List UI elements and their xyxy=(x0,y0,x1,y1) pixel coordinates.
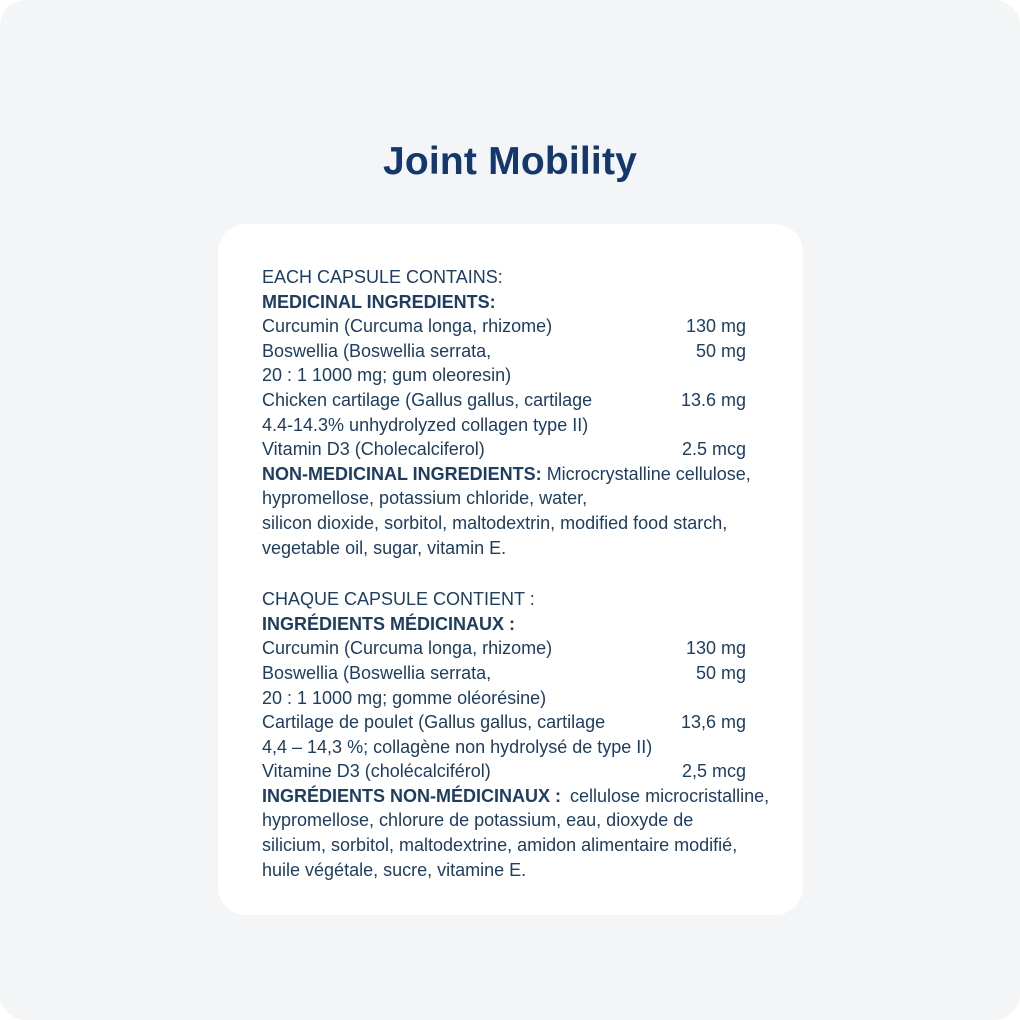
en-medicinal-heading: MEDICINAL INGREDIENTS: xyxy=(262,291,496,312)
ingredient-amount: 50 mg xyxy=(695,662,746,683)
ingredient-name: 4,4 – 14,3 %; collagène non hydrolysé de type II) xyxy=(262,736,653,757)
fr-non-medicinal-line: hypromellose, chlorure de potassium, eau, dioxyde de xyxy=(262,810,694,831)
ingredient-name: Curcumin (Curcuma longa, rhizome) xyxy=(262,316,553,337)
fr-capsule-heading: CHAQUE CAPSULE CONTIENT : xyxy=(262,589,535,610)
en-non-medicinal-line xyxy=(262,462,803,487)
ingredient-amount: 13.6 mg xyxy=(680,389,746,410)
ingredient-row xyxy=(262,710,746,735)
ingredient-row xyxy=(262,759,746,784)
ingredient-amount: 130 mg xyxy=(685,638,746,659)
ingredient-row xyxy=(262,363,746,388)
ingredient-name: 20 : 1 1000 mg; gum oleoresin) xyxy=(262,365,512,386)
ingredient-name: Vitamin D3 (Cholecalciferol) xyxy=(262,439,485,460)
ingredient-row xyxy=(262,661,746,686)
en-non-medicinal-line: vegetable oil, sugar, vitamin E. xyxy=(262,537,507,558)
en-non-medicinal-line: silicon dioxide, sorbitol, maltodextrin, modified food starch, xyxy=(262,512,728,533)
fr-non-medicinal-line: silicium, sorbitol, maltodextrine, amidon alimentaire modifié, xyxy=(262,835,738,856)
ingredient-amount: 50 mg xyxy=(695,340,746,361)
ingredient-row xyxy=(262,686,746,711)
ingredient-row xyxy=(262,437,746,462)
ingredient-name: Curcumin (Curcuma longa, rhizome) xyxy=(262,638,553,659)
ingredient-name: 4.4-14.3% unhydrolyzed collagen type II) xyxy=(262,414,589,435)
ingredient-row xyxy=(262,314,746,339)
ingredient-name: 20 : 1 1000 mg; gomme oléorésine) xyxy=(262,687,547,708)
french-ingredients-section xyxy=(262,587,803,882)
ingredient-row xyxy=(262,735,746,760)
ingredient-row xyxy=(262,636,746,661)
fr-non-medicinal-line xyxy=(262,784,803,809)
ingredient-amount: 2.5 mcg xyxy=(681,439,746,460)
en-capsule-heading: EACH CAPSULE CONTAINS: xyxy=(262,267,503,287)
ingredient-name: Boswellia (Boswellia serrata, xyxy=(262,340,492,361)
ingredient-name: Chicken cartilage (Gallus gallus, cartilage xyxy=(262,389,593,410)
en-non-medicinal-line: hypromellose, potassium chloride, water, xyxy=(262,488,588,509)
fr-medicinal-heading: INGRÉDIENTS MÉDICINAUX : xyxy=(262,613,516,634)
ingredient-row xyxy=(262,339,746,364)
english-ingredients-section xyxy=(262,265,803,560)
ingredient-row xyxy=(262,413,746,438)
en-non-medicinal-heading: NON-MEDICINAL INGREDIENTS: xyxy=(262,463,542,484)
ingredient-name: Vitamine D3 (cholécalciférol) xyxy=(262,761,491,782)
en-non-medicinal-text: Microcrystalline cellulose, xyxy=(546,463,751,484)
ingredient-amount: 2,5 mcg xyxy=(681,761,746,782)
fr-non-medicinal-text: cellulose microcristalline, xyxy=(570,785,770,806)
product-title: Joint Mobility xyxy=(382,140,638,183)
fr-non-medicinal-line: huile végétale, sucre, vitamine E. xyxy=(262,859,527,880)
ingredients-card xyxy=(218,224,803,915)
ingredient-amount: 13,6 mg xyxy=(680,712,746,733)
ingredient-amount: 130 mg xyxy=(685,316,746,337)
fr-non-medicinal-heading: INGRÉDIENTS NON-MÉDICINAUX : xyxy=(262,785,562,806)
ingredient-name: Boswellia (Boswellia serrata, xyxy=(262,662,492,683)
ingredient-row xyxy=(262,388,746,413)
ingredient-name: Cartilage de poulet (Gallus gallus, cartilage xyxy=(262,712,606,733)
